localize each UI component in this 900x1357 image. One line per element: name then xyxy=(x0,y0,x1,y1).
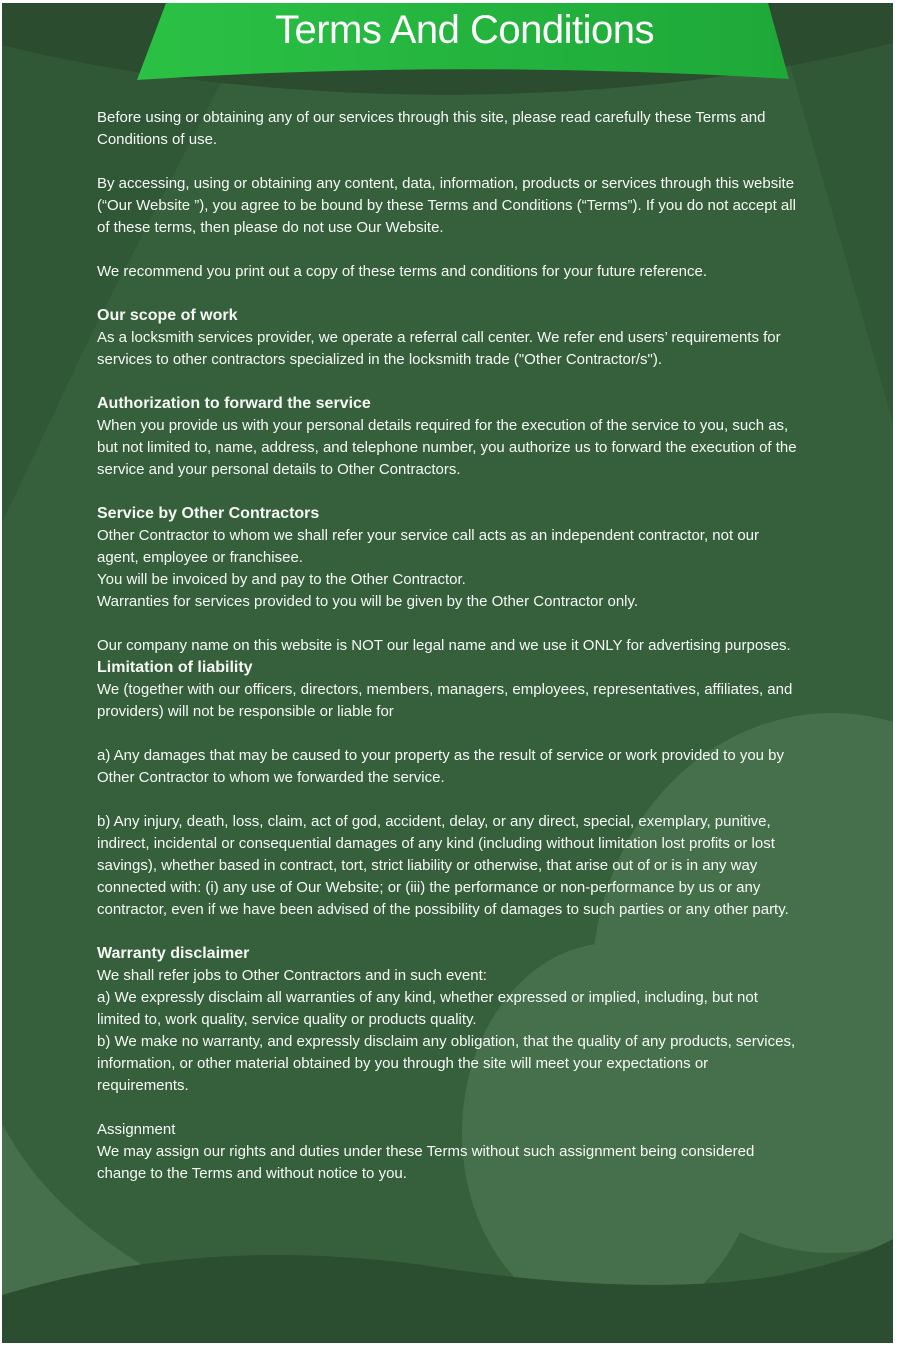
section-heading-warranty-disclaimer: Warranty disclaimer xyxy=(97,945,250,962)
paragraph: We (together with our officers, directors, members, managers, employees, representatives, affiliates, and providers) will not be responsible or liable for xyxy=(97,681,793,720)
paragraph: a) We expressly disclaim all warranties of any kind, whether expressed or implied, including, but not limited to, work quality, service quality or products quality. xyxy=(97,989,758,1028)
paragraph: Other Contractor to whom we shall refer your service call acts as an independent contractor, not our agent, employee or franchisee. xyxy=(97,527,759,566)
section-heading-assignment: Assignment xyxy=(97,1121,176,1138)
paragraph: As a locksmith services provider, we operate a referral call center. We refer end users’ requirements for services to other contractors specialized in the locksmith trade ("Other Contractor/s"). xyxy=(97,329,781,368)
paragraph: Our company name on this website is NOT our legal name and we use it ONLY for advertising purposes. xyxy=(97,637,791,654)
paragraph: b) Any injury, death, loss, claim, act of god, accident, delay, or any direct, special, exemplary, punitive, indirect, incidental or consequential damages of any kind (including without limitation lost profits or lost savings), whether based in contract, tort, strict liability or otherwise, that arise out of or is in any way connected with: (i) any use of Our Website; or (iii) the performance or non-performance by us or any contractor, even if we have been advised of the possibility of damages to such parties or any other party. xyxy=(97,813,789,918)
paragraph: a) Any damages that may be caused to your property as the result of service or work provided to you by Other Contractor to whom we forwarded the service. xyxy=(97,747,785,786)
paragraph: We recommend you print out a copy of these terms and conditions for your future reference. xyxy=(97,263,708,280)
section-heading-our-scope-of-work: Our scope of work xyxy=(97,307,238,324)
paragraph: b) We make no warranty, and expressly disclaim any obligation, that the quality of any products, services, information, or other material obtained by you through the site will meet your expectations or requirements. xyxy=(97,1033,796,1094)
paragraph: We may assign our rights and duties under these Terms without such assignment being considered change to the Terms and without notice to you. xyxy=(97,1143,755,1182)
section-heading-limitation-of-liability: Limitation of liability xyxy=(97,659,253,676)
page-title: Terms And Conditions xyxy=(274,8,655,52)
section-heading-service-by-other-contractors: Service by Other Contractors xyxy=(97,505,320,522)
terms-content xyxy=(97,107,799,1185)
paragraph: Before using or obtaining any of our services through this site, please read carefully these Terms and Conditions of use. xyxy=(97,109,766,148)
paragraph: When you provide us with your personal details required for the execution of the service to you, such as, but not limited to, name, address, and telephone number, you authorize us to forward the execution of the service and your personal details to Other Contractors. xyxy=(97,417,797,478)
terms-page xyxy=(2,3,893,1343)
paragraph: You will be invoiced by and pay to the Other Contractor. xyxy=(97,571,466,588)
paragraph: We shall refer jobs to Other Contractors and in such event: xyxy=(97,967,487,984)
section-heading-authorization-to-forward-the-service: Authorization to forward the service xyxy=(97,395,371,412)
paragraph: Warranties for services provided to you will be given by the Other Contractor only. xyxy=(97,593,639,610)
paragraph: By accessing, using or obtaining any content, data, information, products or services through this website (“Our Website ”), you agree to be bound by these Terms and Conditions (“Terms”). If you do not accept all of these terms, then please do not use Our Website. xyxy=(97,175,796,236)
